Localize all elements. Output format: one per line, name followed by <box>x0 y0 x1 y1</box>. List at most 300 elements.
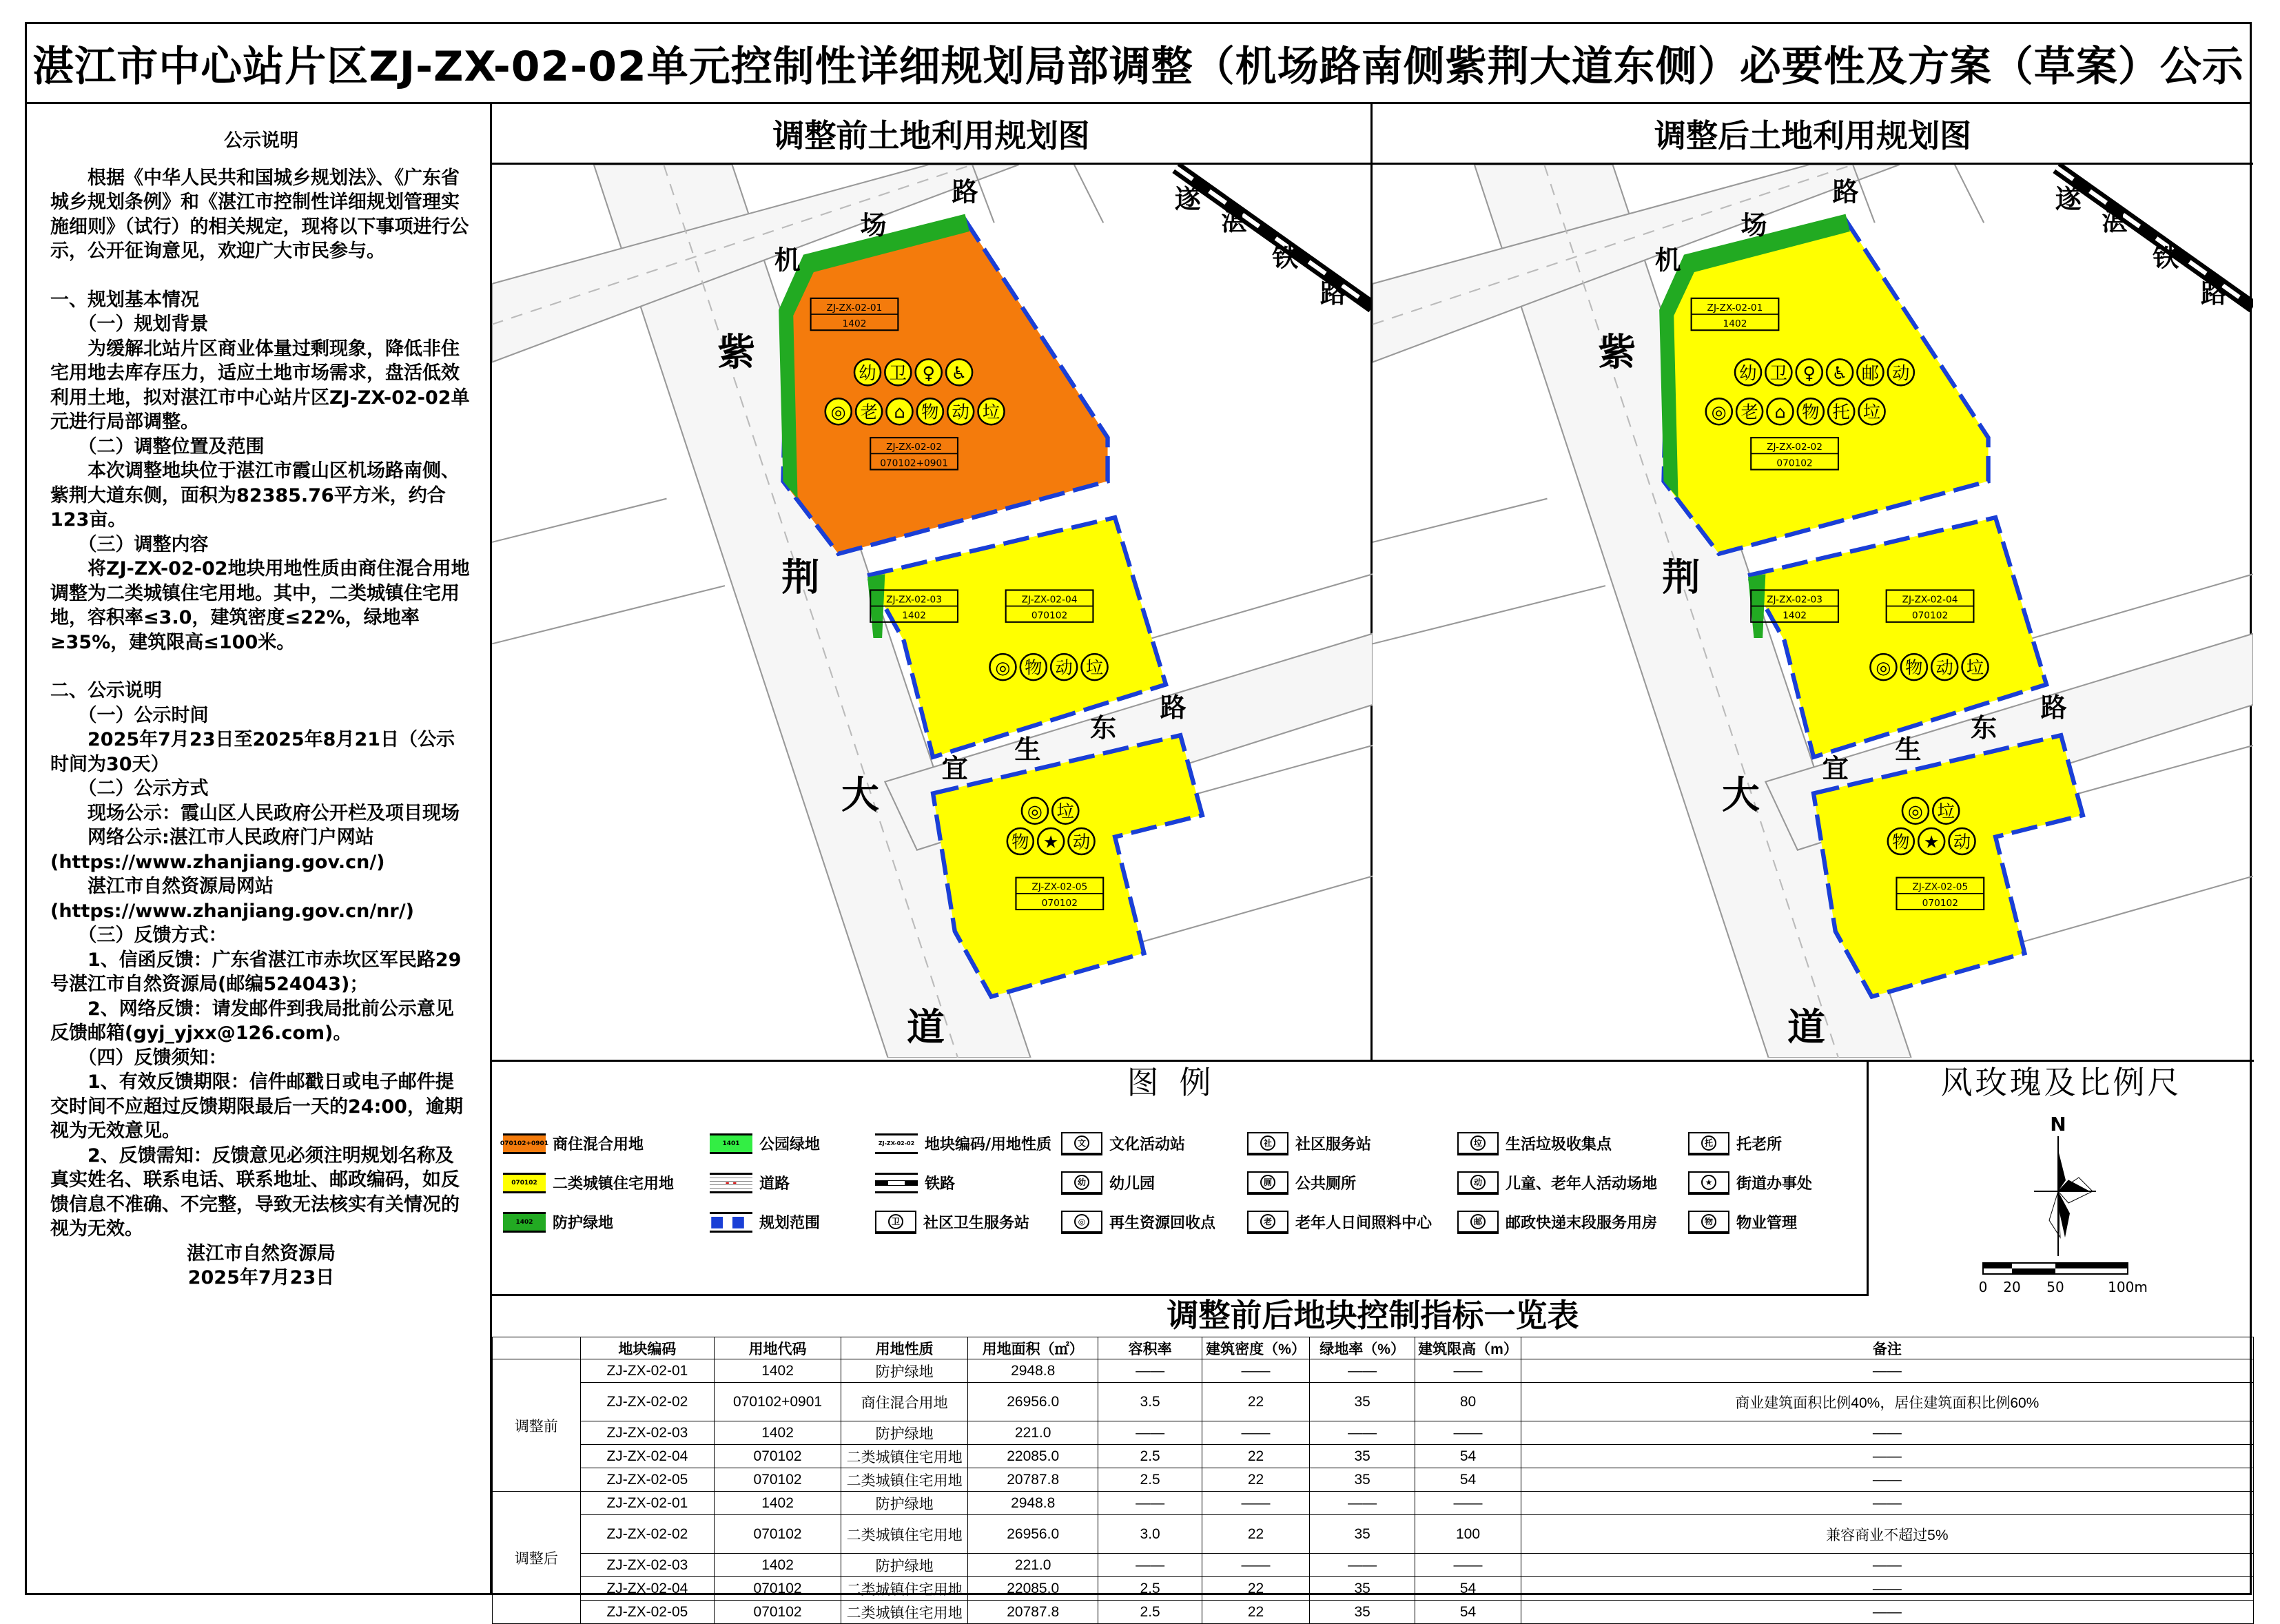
svg-text:★: ★ <box>1043 832 1059 852</box>
facility-icon <box>1706 398 1732 424</box>
facility-icon <box>825 398 852 424</box>
scale-20: 20 <box>2003 1279 2021 1295</box>
legend-label: 文化活动站 <box>1109 1136 1186 1153</box>
road-label: 遂 <box>2055 184 2082 215</box>
svg-text:♿: ♿ <box>1831 362 1848 383</box>
legend-item <box>1688 1163 1840 1202</box>
facility-icon <box>1962 654 1989 680</box>
road-label: 东 <box>1090 712 1117 743</box>
issue-date: 2025年7月23日 <box>187 1267 335 1288</box>
page-title: 湛江市中心站片区ZJ-ZX-02-02单元控制性详细规划局部调整（机场路南侧紫荆大道东侧）必要性及方案（草案）公示 <box>27 24 2250 104</box>
road-label: 路 <box>1832 176 1859 207</box>
svg-text:垃: 垃 <box>1085 657 1104 678</box>
table-row <box>493 1445 2254 1468</box>
legend-item <box>503 1202 710 1242</box>
column-header: 绿地率（%） <box>1309 1337 1415 1359</box>
table-cell: 35 <box>1309 1468 1415 1492</box>
facility-icon <box>1933 798 1959 824</box>
table-cell: —— <box>1309 1554 1415 1577</box>
road-label: 湛 <box>1221 205 1248 236</box>
facility-icon <box>1857 359 1883 385</box>
table-row <box>493 1577 2254 1601</box>
svg-text:动: 动 <box>1055 657 1073 678</box>
road-label: 荆 <box>781 555 820 599</box>
legend-label: 二类城镇住宅用地 <box>553 1175 675 1193</box>
road-label: 路 <box>2040 692 2067 723</box>
table-cell: —— <box>1521 1468 2253 1492</box>
table-row <box>493 1421 2254 1445</box>
facility-icon: 厕 <box>1247 1171 1288 1195</box>
legend-item <box>503 1163 710 1202</box>
facility-icon: 社 <box>1247 1132 1288 1155</box>
svg-text:动: 动 <box>1953 832 1971 852</box>
column-header: 用地性质 <box>841 1337 968 1359</box>
facility-icon <box>1888 359 1914 385</box>
svg-text:物: 物 <box>1802 402 1820 422</box>
table-cell: 070102 <box>715 1577 841 1601</box>
svg-text:物: 物 <box>1011 832 1029 852</box>
svg-text:◎: ◎ <box>995 657 1011 678</box>
road-label: 宜 <box>941 753 968 784</box>
legend-item <box>1061 1124 1247 1163</box>
road-label: 遂 <box>1174 184 1201 215</box>
facility-icon <box>1931 654 1958 680</box>
table-cell: —— <box>1098 1421 1202 1445</box>
scale-0: 0 <box>1978 1279 1988 1295</box>
table-cell: —— <box>1415 1359 1521 1383</box>
table-cell: 221.0 <box>968 1554 1098 1577</box>
table-cell: 20787.8 <box>968 1468 1098 1492</box>
facility-icon <box>916 359 942 385</box>
table-cell: ZJ-ZX-02-05 <box>580 1468 714 1492</box>
legend-item <box>500 1124 710 1163</box>
table-cell: 二类城镇住宅用地 <box>841 1445 968 1468</box>
facility-icon: ◎ <box>1061 1211 1102 1234</box>
table-cell: 防护绿地 <box>841 1492 968 1515</box>
svg-text:卫: 卫 <box>1769 362 1788 383</box>
legend-label: 商住混合用地 <box>553 1136 644 1153</box>
table-title: 调整前后地块控制指标一览表 <box>1167 1297 1579 1334</box>
legend-label: 再生资源回收点 <box>1109 1215 1216 1232</box>
svg-text:070102+0901: 070102+0901 <box>880 458 948 469</box>
facility-icon: 邮 <box>1457 1211 1499 1234</box>
svg-text:1402: 1402 <box>902 610 927 621</box>
legend-item <box>875 1202 1061 1242</box>
map-title: 调整前土地利用规划图 <box>492 104 1370 165</box>
table-cell: —— <box>1415 1492 1521 1515</box>
facility-icon <box>854 359 881 385</box>
windrose-panel <box>1869 1060 2254 1296</box>
table-cell: 防护绿地 <box>841 1554 968 1577</box>
table-cell: —— <box>1521 1554 2253 1577</box>
table-cell: 35 <box>1309 1383 1415 1421</box>
road-label: 铁 <box>2153 242 2179 273</box>
road-icon: - - <box>710 1173 752 1193</box>
scale-50: 50 <box>2046 1279 2064 1295</box>
facility-icon: 动 <box>1457 1171 1499 1195</box>
table-cell: 35 <box>1309 1601 1415 1624</box>
table-cell: 20787.8 <box>968 1601 1098 1624</box>
svg-text:邮: 邮 <box>1861 362 1880 383</box>
table-cell: —— <box>1309 1359 1415 1383</box>
road-label: 湛 <box>2102 205 2128 236</box>
table-row <box>493 1492 2254 1515</box>
facility-icon <box>1918 828 1944 854</box>
svg-text:◎: ◎ <box>1907 801 1923 822</box>
legend-label: 防护绿地 <box>553 1215 614 1232</box>
land-use-map <box>1373 165 2253 1058</box>
table-cell: 22085.0 <box>968 1577 1098 1601</box>
road-label: 路 <box>1160 692 1187 723</box>
table-cell: —— <box>1202 1492 1310 1515</box>
table-row <box>493 1554 2254 1577</box>
facility-icon <box>1007 828 1034 854</box>
table-cell: 22 <box>1202 1577 1310 1601</box>
facility-icon <box>946 359 972 385</box>
road-label: 场 <box>860 210 887 241</box>
svg-text:物: 物 <box>1905 657 1923 678</box>
facility-icon: 物 <box>1688 1211 1729 1234</box>
table-row <box>493 1359 2254 1383</box>
svg-text:垃: 垃 <box>1862 402 1881 422</box>
intro-text: 根据《中华人民共和国城乡规划法》、《广东省城乡规划条例》和《湛江市控制性详细规划管理实施细则》（试行）的相关规定，现将以下事项进行公示，公开征询意见，欢迎广大市民参与。 <box>50 167 469 262</box>
legend-label: 地块编码/用地性质 <box>925 1136 1052 1153</box>
map-before <box>492 104 1373 1060</box>
section-1c-heading: （三）调整内容 <box>78 533 209 555</box>
table-cell: 2.5 <box>1098 1577 1202 1601</box>
facility-icon <box>1827 359 1853 385</box>
table-cell: 54 <box>1415 1601 1521 1624</box>
facility-icon <box>1828 398 1854 424</box>
facility-icon <box>1022 798 1048 824</box>
section-1a-text: 为缓解北站片区商业体量过剩现象，降低非住宅用地去库存压力，适应土地市场需求，盘活低效利用土地，拟对湛江市中心站片区ZJ-ZX-02-02单元进行局部调整。 <box>50 338 470 433</box>
svg-text:幼: 幼 <box>1739 362 1757 383</box>
road-label: 生 <box>1014 734 1041 765</box>
svg-text:ZJ-ZX-02-05: ZJ-ZX-02-05 <box>1912 881 1969 893</box>
web-notice-text-1: 网络公示:湛江市人民政府门户网站(https://www.zhanjiang.gov.cn/) <box>50 827 385 873</box>
facility-icon <box>886 398 912 424</box>
road-label: 紫 <box>1598 329 1636 374</box>
facility-icon <box>1888 828 1914 854</box>
road-label: 道 <box>907 1005 945 1049</box>
table-cell: 54 <box>1415 1468 1521 1492</box>
map-title: 调整后土地利用规划图 <box>1373 104 2253 165</box>
scale-100: 100m <box>2108 1279 2148 1295</box>
column-header: 用地代码 <box>715 1337 841 1359</box>
table-cell: 80 <box>1415 1383 1521 1421</box>
legend-item <box>875 1163 1061 1202</box>
facility-icon: 老 <box>1247 1211 1288 1234</box>
legend-item <box>1688 1124 1840 1163</box>
swatch-icon: 1401 <box>710 1133 752 1154</box>
section-2a-heading: （一）公示时间 <box>78 704 209 726</box>
legend-label: 幼儿园 <box>1109 1175 1156 1193</box>
table-cell: ZJ-ZX-02-01 <box>580 1359 714 1383</box>
legend-item <box>710 1202 875 1242</box>
section-1b-text: 本次调整地块位于湛江市霞山区机场路南侧、紫荆大道东侧，面积为82385.76平方米，约合123亩。 <box>50 460 460 531</box>
table-cell: 2.5 <box>1098 1445 1202 1468</box>
svg-text:物: 物 <box>1892 832 1910 852</box>
table-cell: —— <box>1098 1359 1202 1383</box>
table-cell: —— <box>1521 1359 2253 1383</box>
table-cell: 防护绿地 <box>841 1421 968 1445</box>
notice-board <box>25 22 2252 1621</box>
table-cell: ZJ-ZX-02-02 <box>580 1383 714 1421</box>
table-cell: 3.0 <box>1098 1515 1202 1554</box>
svg-text:1402: 1402 <box>1723 318 1747 329</box>
table-cell: 二类城镇住宅用地 <box>841 1601 968 1624</box>
svg-text:070102: 070102 <box>1031 610 1068 621</box>
column-header: 容积率 <box>1098 1337 1202 1359</box>
facility-icon: 文 <box>1061 1132 1102 1155</box>
legend-item <box>1247 1163 1457 1202</box>
table-cell: 1402 <box>715 1554 841 1577</box>
road-label: 道 <box>1787 1005 1825 1049</box>
legend-item <box>1457 1202 1688 1242</box>
column-header: 建筑密度（%） <box>1202 1337 1310 1359</box>
road-label: 生 <box>1895 734 1922 765</box>
facility-icon: 托 <box>1688 1132 1729 1155</box>
svg-text:♀: ♀ <box>1803 362 1816 383</box>
table-cell: 商业建筑面积比例40%，居住建筑面积比例60% <box>1521 1383 2253 1421</box>
legend-title: 图例 <box>1127 1064 1232 1101</box>
facility-icon <box>1798 398 1824 424</box>
map-after <box>1373 104 2253 1060</box>
legend-label: 公共厕所 <box>1295 1175 1357 1193</box>
table-cell: ZJ-ZX-02-04 <box>580 1445 714 1468</box>
table-cell: 35 <box>1309 1577 1415 1601</box>
road-label: 紫 <box>717 329 756 374</box>
svg-text:ZJ-ZX-02-03: ZJ-ZX-02-03 <box>886 594 943 606</box>
legend-label: 社区卫生服务站 <box>923 1215 1030 1232</box>
table-cell: 070102+0901 <box>715 1383 841 1421</box>
column-header: 用地面积（㎡） <box>968 1337 1098 1359</box>
svg-text:◎: ◎ <box>1876 657 1891 678</box>
svg-text:ZJ-ZX-02-01: ZJ-ZX-02-01 <box>1707 302 1763 314</box>
legend-label: 儿童、老年人活动场地 <box>1506 1175 1658 1193</box>
legend-label: 托老所 <box>1736 1136 1783 1153</box>
legend-label: 规划范围 <box>759 1215 821 1232</box>
legend-item <box>1688 1202 1840 1242</box>
facility-icon: 垃 <box>1457 1132 1499 1155</box>
column-header: 地块编码 <box>580 1337 714 1359</box>
table-cell: —— <box>1202 1421 1310 1445</box>
control-index-table <box>492 1294 2254 1621</box>
table-cell: 22 <box>1202 1601 1310 1624</box>
table-cell: 3.5 <box>1098 1383 1202 1421</box>
svg-text:ZJ-ZX-02-02: ZJ-ZX-02-02 <box>886 442 943 453</box>
svg-text:托: 托 <box>1832 402 1850 422</box>
facility-icon <box>1051 654 1077 680</box>
notice-heading: 公示说明 <box>224 130 298 152</box>
legend-label: 物业管理 <box>1736 1215 1798 1232</box>
table-cell: 2948.8 <box>968 1359 1098 1383</box>
table-row <box>493 1383 2254 1421</box>
table-cell: —— <box>1521 1577 2253 1601</box>
facility-icon <box>885 359 911 385</box>
web-notice-text-2: 湛江市自然资源局网站(https://www.zhanjiang.gov.cn/nr/) <box>50 876 414 922</box>
table-header-row <box>493 1337 2254 1359</box>
feedback-deadline-text: 1、有效反馈期限：信件邮戳日或电子邮件提交时间不应超过反馈期限最后一天的24:00，逾期视为无效意见。 <box>50 1071 463 1142</box>
group-label: 调整前 <box>493 1359 581 1492</box>
svg-text:ZJ-ZX-02-05: ZJ-ZX-02-05 <box>1031 881 1088 893</box>
table-row <box>493 1601 2254 1624</box>
svg-text:070102: 070102 <box>1922 897 1959 909</box>
table-cell: 35 <box>1309 1445 1415 1468</box>
table-cell: —— <box>1415 1421 1521 1445</box>
column-header <box>493 1337 581 1359</box>
table-cell: —— <box>1521 1421 2253 1445</box>
road-label: 宜 <box>1822 753 1849 784</box>
table-cell: 100 <box>1415 1515 1521 1554</box>
svg-text:垃: 垃 <box>982 402 1000 422</box>
boundary-icon: ■■ <box>710 1212 752 1233</box>
svg-text:1402: 1402 <box>1783 610 1807 621</box>
section-1-heading: 一、规划基本情况 <box>50 289 199 311</box>
swatch-icon: 1402 <box>503 1212 546 1233</box>
facility-icon <box>978 398 1005 424</box>
facility-icon <box>1038 828 1064 854</box>
facility-icon <box>1082 654 1108 680</box>
code-icon: ZJ-ZX-02-02 <box>875 1133 918 1154</box>
svg-text:垃: 垃 <box>1056 801 1074 822</box>
svg-text:★: ★ <box>1923 832 1940 852</box>
section-2-heading: 二、公示说明 <box>50 680 162 701</box>
swatch-icon: 070102 <box>503 1173 546 1193</box>
email-feedback-text: 2、网络反馈：请发邮件到我局批前公示意见反馈邮箱(gyj_yjxx@126.com)。 <box>50 998 454 1044</box>
table-cell: —— <box>1098 1554 1202 1577</box>
facility-icon <box>947 398 974 424</box>
table-cell: 二类城镇住宅用地 <box>841 1468 968 1492</box>
road-label: 东 <box>1971 712 1997 743</box>
table-cell: 54 <box>1415 1577 1521 1601</box>
notice-text-panel <box>27 104 492 1595</box>
north-label: N <box>2050 1113 2066 1135</box>
svg-text:070102: 070102 <box>1041 897 1078 909</box>
table-cell: —— <box>1309 1421 1415 1445</box>
svg-text:◎: ◎ <box>830 402 846 422</box>
table-cell: 26956.0 <box>968 1515 1098 1554</box>
road-label: 机 <box>774 245 801 276</box>
svg-text:ZJ-ZX-02-02: ZJ-ZX-02-02 <box>1767 442 1823 453</box>
table-cell: 22085.0 <box>968 1445 1098 1468</box>
legend-item <box>875 1124 1061 1163</box>
facility-icon <box>1859 398 1885 424</box>
legend-item <box>1247 1202 1457 1242</box>
site-notice-text: 现场公示：霞山区人民政府公开栏及项目现场 <box>88 802 460 824</box>
table-cell: 35 <box>1309 1515 1415 1554</box>
section-2d-heading: （四）反馈须知： <box>78 1047 227 1069</box>
table-cell: 22 <box>1202 1445 1310 1468</box>
facility-icon <box>1902 798 1929 824</box>
table-cell: —— <box>1521 1601 2253 1624</box>
legend-label: 老年人日间照料中心 <box>1295 1215 1432 1232</box>
table-cell: ZJ-ZX-02-05 <box>580 1601 714 1624</box>
svg-text:幼: 幼 <box>859 362 876 383</box>
legend-item <box>1247 1124 1457 1163</box>
section-1c-text: 将ZJ-ZX-02-02地块用地性质由商住混合用地调整为二类城镇住宅用地。其中，二类城镇住宅用地，容积率≤3.0，建筑密度≤22%，绿地率≥35%，建筑限高≤100米。 <box>50 558 470 653</box>
table-cell: —— <box>1521 1492 2253 1515</box>
legend-item <box>710 1163 875 1202</box>
section-1b-heading: （二）调整位置及范围 <box>78 435 265 458</box>
table-cell: —— <box>1098 1492 1202 1515</box>
swatch-icon: 070102+0901 <box>503 1133 546 1154</box>
table-cell: 2948.8 <box>968 1492 1098 1515</box>
svg-text:ZJ-ZX-02-03: ZJ-ZX-02-03 <box>1767 594 1823 606</box>
column-header: 建筑限高（m） <box>1415 1337 1521 1359</box>
svg-text:垃: 垃 <box>1966 657 1984 678</box>
section-1a-heading: （一）规划背景 <box>78 314 209 335</box>
table-cell: ZJ-ZX-02-04 <box>580 1577 714 1601</box>
table-row <box>493 1468 2254 1492</box>
svg-text:物: 物 <box>921 402 939 422</box>
table-cell: ZJ-ZX-02-03 <box>580 1421 714 1445</box>
legend-label: 铁路 <box>925 1175 956 1193</box>
legend-item <box>1457 1124 1688 1163</box>
legend-label: 公园绿地 <box>759 1136 821 1153</box>
windrose-icon <box>1869 1103 2252 1296</box>
facility-icon <box>1870 654 1896 680</box>
svg-text:070102: 070102 <box>1776 458 1813 469</box>
table-cell: ZJ-ZX-02-02 <box>580 1515 714 1554</box>
parcel-02 <box>783 220 1107 554</box>
facility-icon <box>1736 398 1763 424</box>
svg-text:动: 动 <box>952 402 969 422</box>
column-header: 备注 <box>1521 1337 2253 1359</box>
legend-label: 道路 <box>759 1175 790 1193</box>
table-cell: 22 <box>1202 1468 1310 1492</box>
railway-icon <box>875 1173 918 1193</box>
svg-text:老: 老 <box>1740 402 1758 422</box>
svg-text:动: 动 <box>1935 657 1953 678</box>
road-label: 场 <box>1740 210 1767 241</box>
svg-text:垃: 垃 <box>1937 801 1955 822</box>
svg-text:卫: 卫 <box>889 362 907 383</box>
table-cell: 070102 <box>715 1515 841 1554</box>
table-cell: 二类城镇住宅用地 <box>841 1515 968 1554</box>
svg-text:ZJ-ZX-02-04: ZJ-ZX-02-04 <box>1902 594 1958 606</box>
svg-text:♿: ♿ <box>951 362 967 383</box>
svg-text:070102: 070102 <box>1911 610 1949 621</box>
table-cell: 商住混合用地 <box>841 1383 968 1421</box>
road-label: 路 <box>2200 278 2227 309</box>
svg-text:◎: ◎ <box>1711 402 1727 422</box>
table-cell: —— <box>1202 1554 1310 1577</box>
facility-icon <box>1735 359 1761 385</box>
table-row <box>493 1515 2254 1554</box>
table-cell: —— <box>1202 1359 1310 1383</box>
facility-icon <box>1052 798 1078 824</box>
table-cell: ZJ-ZX-02-01 <box>580 1492 714 1515</box>
table-cell: 54 <box>1415 1445 1521 1468</box>
svg-text:1402: 1402 <box>842 318 867 329</box>
svg-text:♀: ♀ <box>922 362 935 383</box>
svg-text:物: 物 <box>1025 657 1043 678</box>
facility-icon: ★ <box>1688 1171 1729 1195</box>
table-cell: 1402 <box>715 1421 841 1445</box>
facility-icon <box>1796 359 1822 385</box>
table-cell: 26956.0 <box>968 1383 1098 1421</box>
road-label: 路 <box>1319 278 1346 309</box>
facility-icon <box>1949 828 1975 854</box>
table-cell: 070102 <box>715 1601 841 1624</box>
table-cell: 22 <box>1202 1515 1310 1554</box>
facility-icon <box>856 398 882 424</box>
table-cell: 兼容商业不超过5% <box>1521 1515 2253 1554</box>
facility-icon: 卫 <box>875 1211 916 1234</box>
table-cell: 防护绿地 <box>841 1359 968 1383</box>
table-cell: —— <box>1415 1554 1521 1577</box>
